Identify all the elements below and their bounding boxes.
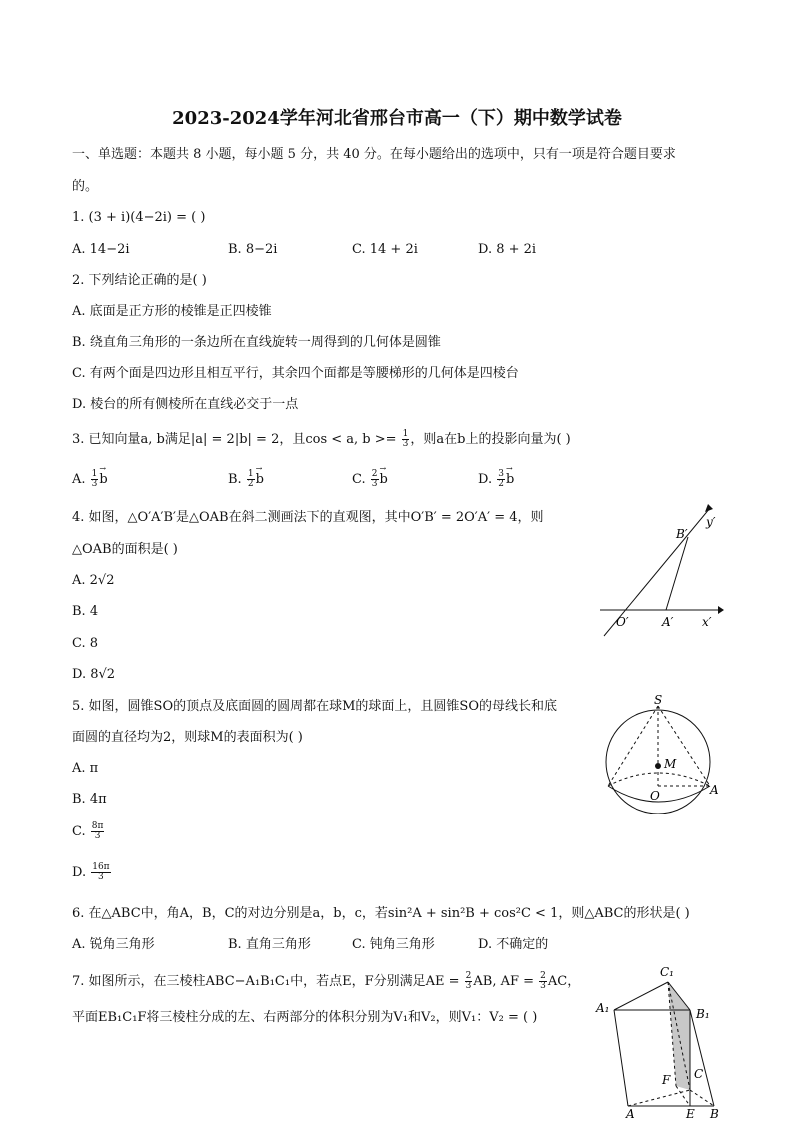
- q1-stem: 1. (3 + i)(4−2i) = ( ): [72, 210, 206, 225]
- q5-base-back: [608, 773, 710, 786]
- q2-option-a: A. 底面是正方形的棱锥是正四棱锥: [72, 304, 272, 319]
- q3-stem: 3. 已知向量a, b满足|a| = 2|b| = 2，且cos < a, b >= $\frac{1}{3}$ ，则a在b上的投影向量为( ): [72, 429, 571, 449]
- q5-stem: 5. 如图，圆锥SO的顶点及底面圆的圆周都在球M的球面上，且圆锥SO的母线长和底: [72, 699, 557, 714]
- q4-option-d: D. 8√2: [72, 667, 116, 682]
- q1-option-c: C. 14 + 2i: [352, 242, 418, 257]
- q7-edge-a1c1: [614, 982, 668, 1010]
- q3-option-b: B. $\frac{1}{2}$ → b: [228, 470, 264, 489]
- q1-option-a: A. 14−2i: [72, 242, 130, 257]
- q5-option-c: C. $\frac{8\pi}{3}$: [72, 821, 104, 841]
- q4-stem: 4. 如图，△O′A′B′是△OAB在斜二测画法下的直观图，其中O′B′ = 2O′A′ = 4，则: [72, 510, 544, 525]
- q7-label-f: F: [662, 1073, 671, 1087]
- q1-option-b: B. 8−2i: [228, 242, 278, 257]
- q3-option-a: A. $\frac{1}{3}$ → b: [72, 470, 108, 489]
- q7-label-b1: B₁: [696, 1007, 710, 1021]
- q7-label-e: E: [686, 1107, 695, 1120]
- q5-stem-cont: 面圆的直径均为2，则球M的表面积为( ): [72, 730, 303, 745]
- q4-option-b: B. 4: [72, 604, 99, 619]
- q5-label-s: S: [654, 694, 663, 707]
- q6-option-d: D. 不确定的: [478, 937, 549, 952]
- section-heading-cont: 的。: [72, 179, 99, 194]
- q3-option-d: D. $\frac{3}{2}$ → b: [478, 470, 514, 489]
- q4-label-a: A′: [662, 615, 674, 629]
- q5-label-o: O: [650, 789, 660, 803]
- q7-stem-cont: 平面EB₁C₁F将三棱柱分成的左、右两部分的体积分别为V₁和V₂，则V₁：V₂ = ( ): [72, 1010, 538, 1025]
- q7-stem: 7. 如图所示，在三棱柱ABC−A₁B₁C₁中，若点E，F分别满足AE = $\frac{2}{3}$ AB, AF = $\frac{2}{3}$ AC，: [72, 971, 581, 991]
- q4-option-a: A. 2√2: [72, 573, 115, 588]
- q6-option-b: B. 直角三角形: [228, 937, 311, 952]
- q4-y-arrow: [705, 504, 713, 512]
- q5-option-b: B. 4π: [72, 792, 107, 807]
- q4-figure: [596, 500, 726, 645]
- q7-edge-a1a: [614, 1010, 628, 1106]
- q2-option-c: C. 有两个面是四边形且相互平行，其余四个面都是等腰梯形的几何体是四棱台: [72, 366, 519, 381]
- q4-label-x: x′: [702, 615, 712, 629]
- q7-edge-b1b: [690, 1010, 714, 1106]
- q5-option-d: D. $\frac{16\pi}{3}$: [72, 862, 110, 882]
- q1-option-d: D. 8 + 2i: [478, 242, 537, 257]
- q7-label-b: B: [710, 1107, 719, 1120]
- q6-stem: 6. 在△ABC中，角A，B，C的对边分别是a，b，c，若sin²A + sin²B + cos²C < 1，则△ABC的形状是( ): [72, 906, 690, 921]
- q6-option-c: C. 钝角三角形: [352, 937, 435, 952]
- q7-label-c1: C₁: [660, 965, 674, 979]
- q5-option-a: A. π: [72, 761, 99, 776]
- q4-label-b: B′: [676, 527, 688, 541]
- section-heading: 一、单选题：本题共 8 小题，每小题 5 分，共 40 分。在每小题给出的选项中，只有一项是符合题目要求: [72, 147, 676, 162]
- q4-x-arrow: [718, 606, 724, 614]
- q7-label-a1: A₁: [596, 1001, 610, 1015]
- q2-option-b: B. 绕直角三角形的一条边所在直线旋转一周得到的几何体是圆锥: [72, 335, 441, 350]
- q2-stem: 2. 下列结论正确的是( ): [72, 273, 207, 288]
- q7-label-a: A: [626, 1107, 635, 1120]
- q5-label-a: A: [710, 783, 719, 797]
- q7-label-c: C: [694, 1067, 704, 1081]
- q4-label-y: y′: [706, 515, 716, 529]
- q5-label-m: M: [664, 757, 677, 771]
- q5-generatrix-right: [658, 706, 710, 786]
- q6-option-a: A. 锐角三角形: [72, 937, 155, 952]
- q4-label-o: O′: [616, 615, 629, 629]
- q5-generatrix-left: [608, 706, 658, 786]
- q7-figure: [590, 962, 730, 1120]
- page-title: 2023-2024学年河北省邢台市高一（下）期中数学试卷: [172, 108, 622, 129]
- q4-option-c: C. 8: [72, 636, 99, 651]
- q5-figure: [598, 694, 726, 814]
- q2-option-d: D. 棱台的所有侧棱所在直线必交于一点: [72, 397, 299, 412]
- q5-center-m: [655, 763, 661, 769]
- q4-stem-cont: △OAB的面积是( ): [72, 542, 178, 557]
- q3-option-c: C. $\frac{2}{3}$ → b: [352, 470, 388, 489]
